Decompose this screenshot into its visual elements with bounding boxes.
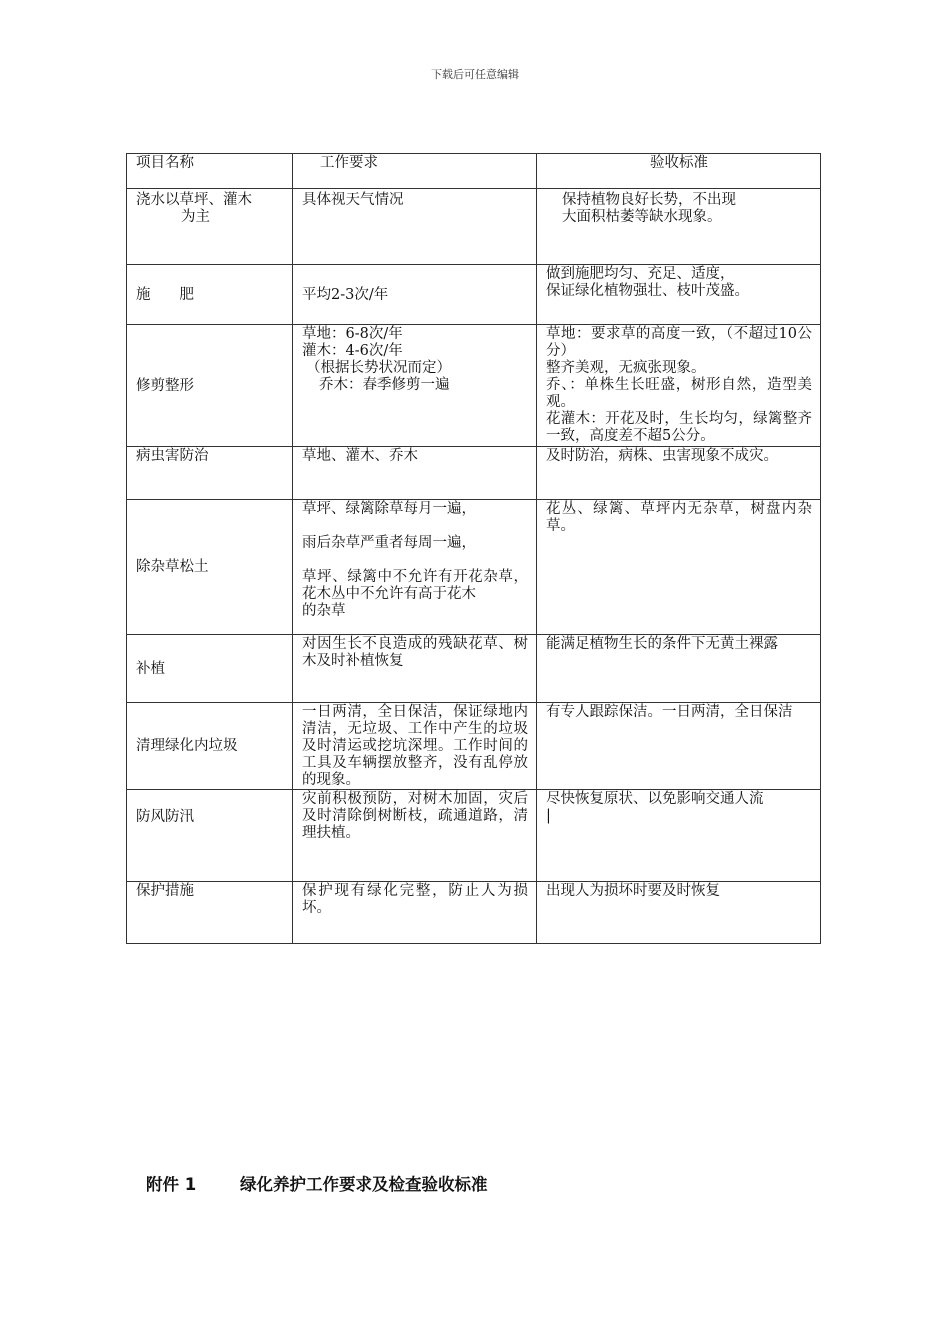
standard-cell: 保持植物良好长势，不出现 大面积枯萎等缺水现象。 <box>537 189 821 265</box>
page-header: 下载后可任意编辑 <box>431 68 519 81</box>
standard-cell: 出现人为损坏时要及时恢复 <box>537 882 821 944</box>
item-cell: 防风防汛 <box>127 790 293 882</box>
item-cell: 除杂草松土 <box>127 500 293 635</box>
maintenance-standards-table <box>126 153 821 944</box>
table-header-row <box>127 154 821 189</box>
header-cell-item: 项目名称 <box>127 154 293 189</box>
attachment-title-text: 绿化养护工作要求及检查验收标准 <box>239 1175 488 1194</box>
requirement-cell: 对因生长不良造成的残缺花草、树木及时补植恢复 <box>293 635 537 703</box>
table-row <box>127 325 821 447</box>
item-cell: 清理绿化内垃圾 <box>127 703 293 790</box>
standard-cell: 花丛、绿篱、草坪内无杂草，树盘内杂草。 <box>537 500 821 635</box>
requirement-cell: 一日两清，全日保洁，保证绿地内清洁，无垃圾、工作中产生的垃圾及时清运或挖坑深埋。工作时间的工具及车辆摆放整齐，没有乱停放的现象。 <box>293 703 537 790</box>
table-row <box>127 882 821 944</box>
table-row <box>127 635 821 703</box>
table-row <box>127 265 821 325</box>
item-cell: 补植 <box>127 635 293 703</box>
attachment-number: 附件 1 <box>146 1175 197 1194</box>
table-row <box>127 790 821 882</box>
header-cell-standard: 验收标准 <box>537 154 821 189</box>
standard-cell: 能满足植物生长的条件下无黄土裸露 <box>537 635 821 703</box>
standard-cell: 尽快恢复原状、以免影响交通人流 | <box>537 790 821 882</box>
item-cell: 保护措施 <box>127 882 293 944</box>
standard-cell: 有专人跟踪保洁。一日两清，全日保洁 <box>537 703 821 790</box>
standard-cell: 做到施肥均匀、充足、适度， 保证绿化植物强壮、枝叶茂盛。 <box>537 265 821 325</box>
standard-cell: 及时防治，病株、虫害现象不成灾。 <box>537 447 821 500</box>
standard-cell: 草地：要求草的高度一致，（不超过10公分） 整齐美观，无疯张现象。 乔、：单株生长旺盛，树形自然，造型美观。 花灌木：开花及时，生长均匀，绿篱整齐一致，高度差不超5公分。 <box>537 325 821 447</box>
attachment-title <box>146 1171 487 1195</box>
table-row <box>127 447 821 500</box>
table-row <box>127 500 821 635</box>
requirement-cell: 平均2-3次/年 <box>293 265 537 325</box>
item-cell: 修剪整形 <box>127 325 293 447</box>
requirement-cell: 草坪、绿篱除草每月一遍， 雨后杂草严重者每周一遍， 草坪、绿篱中不允许有开花杂草，花木丛中不允许有高于花木 的杂草 <box>293 500 537 635</box>
table-row <box>127 189 821 265</box>
header-cell-requirement: 工作要求 <box>293 154 537 189</box>
table-row <box>127 703 821 790</box>
requirement-cell: 具体视天气情况 <box>293 189 537 265</box>
item-cell: 病虫害防治 <box>127 447 293 500</box>
requirement-cell: 保护现有绿化完整，防止人为损坏。 <box>293 882 537 944</box>
requirement-cell: 草地、灌木、乔木 <box>293 447 537 500</box>
item-cell: 施 肥 <box>127 265 293 325</box>
requirement-cell: 草地：6-8次/年 灌木：4-6次/年 （根据长势状况而定） 乔木：春季修剪一遍 <box>293 325 537 447</box>
item-cell: 浇水以草坪、灌木 为主 <box>127 189 293 265</box>
requirement-cell: 灾前积极预防，对树木加固，灾后及时清除倒树断枝，疏通道路，清理扶植。 <box>293 790 537 882</box>
